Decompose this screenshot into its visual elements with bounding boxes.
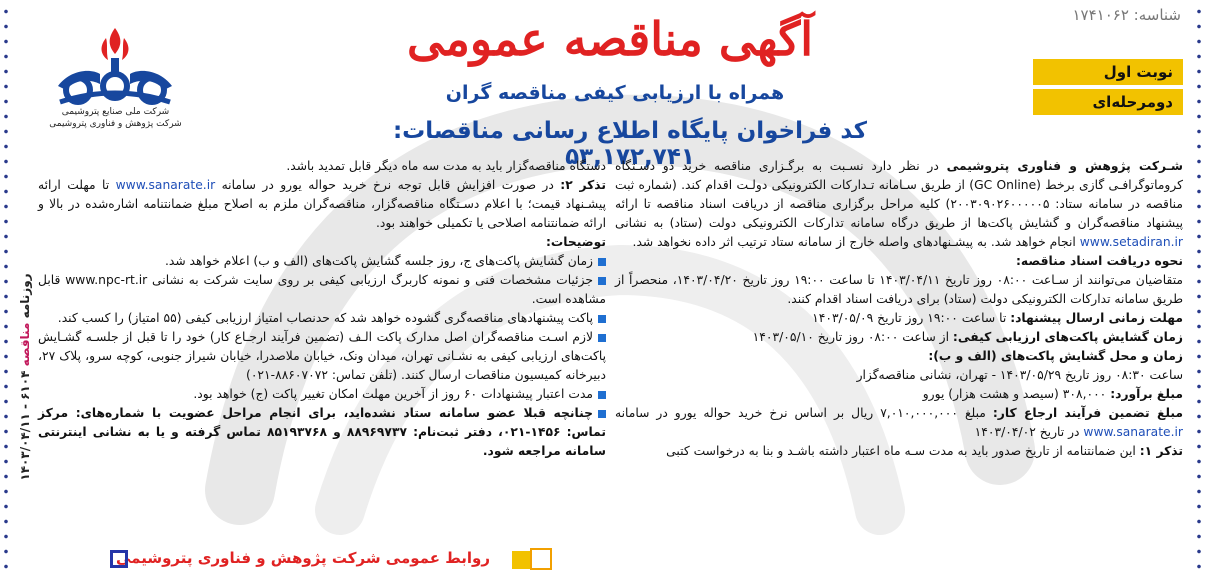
bullet-text: پاکت پیشنهادهای مناقصه‌گری گشوده خواهد شد که حدنصاب امتیاز ارزیابی کیفی (۵۵ امتیاز) را کسب کند. bbox=[57, 311, 593, 325]
logo-caption bbox=[28, 106, 203, 130]
opening-text: ساعت ۰۸:۳۰ روز تاریخ ۱۴۰۳/۰۵/۲۹ - تهران، نشانی مناقصه‌گزار bbox=[856, 368, 1183, 382]
note2-line bbox=[38, 176, 606, 233]
bullet-text: لازم اسـت مناقصه‌گران اصل مدارک پاکت الـف (تضمین فرآیند ارجـاع کار) خود را تا قبل از جلسـه گشـایش پاکت‌های ارزیابی کیفی به نشـانی تهران، میدان ونک، خیابان ملاصدرا، خیابان شیراز جنوبی، کوچه سرو، پلاک ۲۷، دبیرخانه کمیسیون مناقصات ارسال کنند. (تلفن تماس: ۸۸۶۰۷۰۷۲-۰۲۱) bbox=[38, 330, 606, 382]
portal-code-line: کد فراخوان پایگاه اطلاع رسانی مناقصات: ۵۳,۱۷۲,۷۴۱ bbox=[392, 118, 867, 170]
side-strip-text bbox=[18, 202, 32, 552]
bullet-square-icon bbox=[598, 258, 606, 266]
logo-caption-line2: شرکت پژوهش و فناوری پتروشیمی bbox=[49, 119, 182, 129]
footer-blue-square-icon bbox=[110, 550, 128, 568]
guarantee-date: در تاریخ ۱۴۰۳/۰۴/۰۲ bbox=[974, 425, 1084, 439]
stage-badge: دومرحله‌ای bbox=[1033, 89, 1183, 115]
estimate-text: ۳۰۸,۰۰۰ (سیصد و هشت هزار) یورو bbox=[922, 387, 1111, 401]
notes-heading: توضیحات: bbox=[546, 235, 606, 249]
sanarate-link-2[interactable]: www.sanarate.ir bbox=[115, 178, 216, 192]
docs-text: متقاضیان می‌توانند از سـاعت ۰۸:۰۰ روز تاریخ ۱۴۰۳/۰۴/۱۱ تا ساعت ۱۹:۰۰ روز تاریخ ۱۴۰۳/۰۴/۲۰، منحصراً از طریق سامانه تدارکات الکترونیکی دولت (ستاد) برای دریافت اسناد اقدام کنند. bbox=[615, 273, 1183, 306]
bullet-text: مدت اعتبار پیشنهادات ۶۰ روز از آخرین مهلت امکان تغییر پاکت (ج) خواهد بود. bbox=[193, 387, 593, 401]
guarantee-label: مبلغ تضمین فرآیند ارجاع کار: bbox=[992, 406, 1183, 420]
note2-text-1: در صورت افزایش قابل توجه نرخ خرید حواله یورو در سامانه bbox=[215, 178, 561, 192]
deadline-label: مهلت زمانی ارسال پیشنهاد: bbox=[1010, 311, 1183, 325]
page-subtitle: همراه با ارزیابی کیفی مناقصه گران bbox=[445, 82, 785, 104]
eval-line bbox=[615, 328, 1183, 347]
note1-label: تذکر ۱: bbox=[1139, 444, 1183, 458]
intro-text-1: در نظر دارد نسـبت به برگـزاری مناقصه خرید دو دسـتگاه کروماتوگرافـی گازی برخط (GC Online) از طریق سـامانه تـدارکات الکترونیکی دولـت اقدام کند. (شماره ثبت مناقصه در سامانه ستاد: ۲۰۰۳۰۹۰۲۶۰۰۰۰۰۵) کلیه مراحل برگزاری مناقصه از دریافت اسناد مناقصه تا ارائه پیشنهاد مناقصه‌گران و گشایش پاکت‌ها از طریق درگاه سامانه تدارکات الکترونیکی دولت (ستاد) به نشانی bbox=[615, 159, 1183, 230]
note2-text-2: تا مهلت ارائه پیشـنهاد قیمت؛ با اعلام دسـتگاه مناقصه‌گزار، مناقصه‌گران ملزم به اصلاح مبلغ ضمانتنامه اشاره‌شده در بالا و ارائه ضمانتنامه اصلاحی یا تکمیلی خواهند بود. bbox=[38, 178, 606, 230]
intro-text-2: انجام خواهد شد. به پیشـنهادهای واصله خارج از سامانه ستاد ترتیب اثر داده نخواهد شد. bbox=[632, 235, 1080, 249]
guarantee-text: مبلغ ۷,۰۱۰,۰۰۰,۰۰۰ ریال بر اساس نرخ خرید حواله یورو در سامانه bbox=[615, 406, 993, 420]
footer bbox=[110, 545, 530, 575]
logo-caption-line1: شرکت ملی صنایع پتروشیمی bbox=[61, 107, 170, 117]
opening-heading: زمان و محل گشایش پاکت‌های (الف و ب): bbox=[928, 349, 1183, 363]
bullet-square-icon bbox=[598, 334, 606, 342]
sanarate-link[interactable]: www.sanarate.ir bbox=[1083, 425, 1183, 439]
bullet-item bbox=[38, 328, 606, 385]
footer-text: روابط عمومی شرکت پژوهش و فناوری پتروشیمی bbox=[116, 549, 490, 567]
left-text-column bbox=[38, 157, 606, 461]
page-title: آگهی مناقصه عمومی bbox=[406, 12, 814, 66]
bullet-text: جزئیات مشخصات فنی و نمونه کاربرگ ارزیابی کیفی بر روی سایت شرکت به نشانی www.npc-rt.ir قابل مشاهده است. bbox=[38, 273, 606, 306]
bullet-square-icon bbox=[598, 410, 606, 418]
bullet-text: زمان گشایش پاکت‌های ج، روز جلسه گشایش پاکت‌های (الف و ب) اعلام خواهد شد. bbox=[164, 254, 593, 268]
intro-paragraph bbox=[615, 157, 1183, 252]
docs-heading: نحوه دریافت اسناد مناقصه: bbox=[1015, 254, 1183, 268]
bullet-square-icon bbox=[598, 391, 606, 399]
bullet-item bbox=[38, 309, 606, 328]
ad-serial-number: شناسه: ۱۷۴۱۰۶۲ bbox=[1072, 6, 1181, 24]
continued-text: دستگاه مناقصه‌گزار باید به مدت سه ماه دیگر قابل تمدید باشد. bbox=[286, 159, 606, 173]
side-strip-prefix: روزنامه bbox=[18, 273, 32, 319]
deadline-line bbox=[615, 309, 1183, 328]
eval-label: زمان گشایش پاکت‌های ارزیابی کیفی: bbox=[952, 330, 1183, 344]
bullet-item bbox=[38, 404, 606, 461]
footer-orange-box bbox=[530, 548, 552, 570]
estimate-label: مبلغ برآورد: bbox=[1110, 387, 1183, 401]
left-dotted-border bbox=[2, 4, 10, 574]
note1-line bbox=[615, 442, 1183, 461]
bullet-item bbox=[38, 252, 606, 271]
side-strip-brand: مناقصه bbox=[18, 322, 32, 367]
eval-text: از ساعت ۰۸:۰۰ روز تاریخ ۱۴۰۳/۰۵/۱۰ bbox=[752, 330, 953, 344]
round-badge: نوبت اول bbox=[1033, 59, 1183, 85]
intro-company: شـرکت پژوهش و فناوری پتروشیمی bbox=[946, 159, 1183, 173]
right-dotted-border bbox=[1195, 4, 1203, 574]
bullet-item bbox=[38, 271, 606, 309]
deadline-text: تا ساعت ۱۹:۰۰ روز تاریخ ۱۴۰۳/۰۵/۰۹ bbox=[812, 311, 1011, 325]
note1-text: این ضمانتنامه از تاریخ صدور باید به مدت سـه ماه اعتبار داشته باشـد و بنا به درخواست کتبی bbox=[666, 444, 1140, 458]
guarantee-line bbox=[615, 404, 1183, 442]
bullet-item bbox=[38, 385, 606, 404]
footer-yellow-square-icon bbox=[512, 551, 530, 569]
setad-link[interactable]: www.setadiran.ir bbox=[1079, 235, 1183, 249]
bullet-text: چنانچه قبلا عضو سامانه ستاد نشده‌اید، برای انجام مراحل عضویت با شماره‌های: مرکز تماس: ۱۴۵۶-۰۲۱، دفتر ثبت‌نام: ۸۸۹۶۹۷۳۷ و ۸۵۱۹۳۷۶۸ تماس گرفته و یا به نشانی اینترنتی سامانه مراجعه شود. bbox=[38, 406, 606, 458]
bullet-square-icon bbox=[598, 277, 606, 285]
right-text-column bbox=[615, 157, 1183, 461]
bullet-square-icon bbox=[598, 315, 606, 323]
note2-label: تذکر ۲: bbox=[560, 178, 607, 192]
newspaper-side-strip bbox=[10, 200, 36, 570]
petrochemical-logo-icon bbox=[40, 24, 190, 109]
estimate-line bbox=[615, 385, 1183, 404]
side-strip-issue: ۶۱۰۴ - ۱۴۰۳/۰۴/۱۱ bbox=[18, 370, 32, 481]
